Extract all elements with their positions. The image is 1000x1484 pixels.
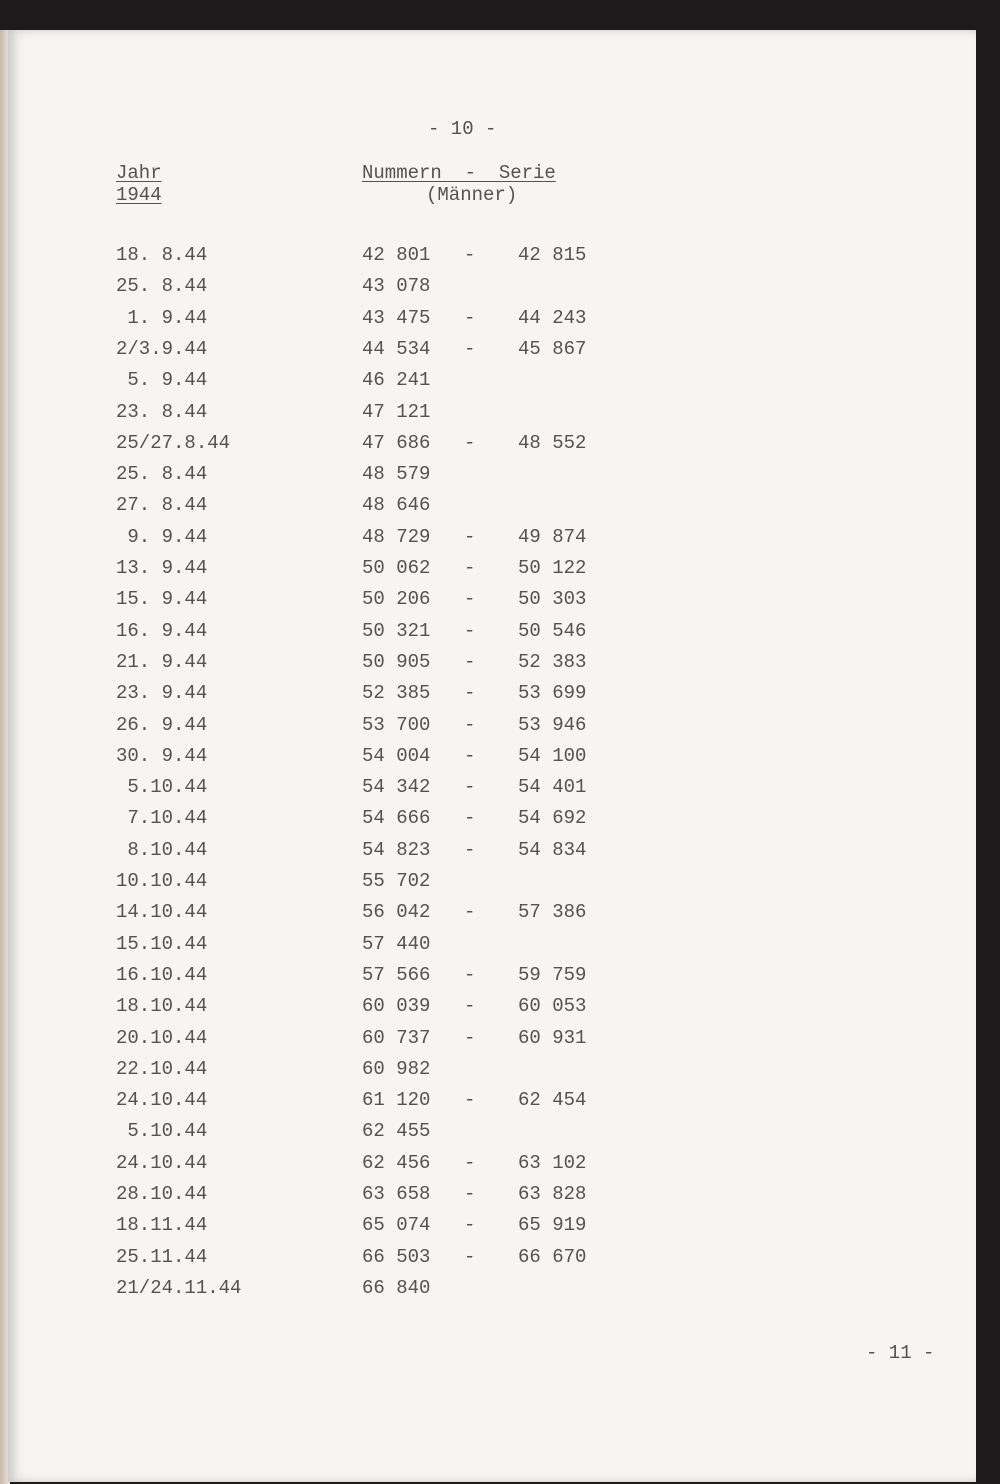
row-date: 27. 8.44 (116, 494, 208, 517)
row-dash: - (464, 1151, 476, 1174)
row-date: 30. 9.44 (116, 744, 208, 767)
table-row (8, 1183, 976, 1213)
table-row (8, 1246, 976, 1276)
row-to-number: 53 699 (518, 682, 587, 705)
row-from-number: 47 686 (362, 431, 431, 454)
row-date: 28.10.44 (116, 1183, 208, 1205)
row-from-number: 54 342 (362, 776, 431, 799)
row-to-number: 54 834 (518, 838, 587, 861)
row-to-number: 50 303 (518, 588, 587, 611)
row-from-number: 54 004 (362, 744, 431, 767)
row-date: 7.10.44 (116, 807, 208, 830)
row-dash: - (464, 431, 476, 454)
row-from-number: 48 729 (362, 525, 431, 548)
row-to-number: 57 386 (518, 901, 587, 924)
table-row (8, 682, 976, 712)
row-date: 15.10.44 (116, 932, 208, 955)
row-date: 25. 8.44 (116, 463, 208, 486)
row-from-number: 47 121 (362, 400, 431, 423)
table-row (8, 714, 976, 744)
row-dash: - (464, 650, 476, 673)
row-to-number: 45 867 (518, 337, 587, 360)
table-row (8, 807, 976, 837)
header-year-label: Jahr (116, 162, 162, 184)
row-from-number: 60 982 (362, 1057, 431, 1080)
row-from-number: 52 385 (362, 682, 431, 705)
table-row (8, 1277, 976, 1307)
row-to-number: 44 243 (518, 306, 587, 329)
table-row (8, 1214, 976, 1244)
table-row (8, 275, 976, 305)
row-to-number: 66 670 (518, 1245, 587, 1268)
row-from-number: 43 078 (362, 275, 431, 298)
row-from-number: 48 646 (362, 494, 431, 517)
row-from-number: 50 206 (362, 588, 431, 611)
row-dash: - (464, 1089, 476, 1112)
row-date: 23. 9.44 (116, 682, 208, 705)
row-date: 20.10.44 (116, 1026, 208, 1049)
row-to-number: 48 552 (518, 431, 587, 454)
row-to-number: 42 815 (518, 244, 587, 266)
row-dash: - (464, 776, 476, 799)
row-from-number: 46 241 (362, 369, 431, 392)
row-to-number: 60 053 (518, 995, 587, 1018)
table-row (8, 526, 976, 556)
table-row (8, 839, 976, 869)
table-row (8, 244, 976, 274)
table-row (8, 588, 976, 618)
row-date: 21. 9.44 (116, 650, 208, 673)
row-date: 18. 8.44 (116, 244, 208, 266)
row-from-number: 50 321 (362, 619, 431, 642)
row-from-number: 54 666 (362, 807, 431, 830)
row-dash: - (464, 682, 476, 705)
document-page (8, 30, 976, 1482)
table-row (8, 995, 976, 1025)
header-series-label: Nummern - Serie (362, 162, 556, 184)
row-to-number: 60 931 (518, 1026, 587, 1049)
row-dash: - (464, 244, 476, 266)
table-row (8, 776, 976, 806)
row-from-number: 63 658 (362, 1183, 431, 1205)
row-date: 18.11.44 (116, 1214, 208, 1237)
row-date: 1. 9.44 (116, 306, 208, 329)
row-date: 8.10.44 (116, 838, 208, 861)
row-dash: - (464, 306, 476, 329)
row-to-number: 62 454 (518, 1089, 587, 1112)
row-dash: - (464, 901, 476, 924)
table-row (8, 1058, 976, 1088)
next-page-indicator: - 11 - (866, 1342, 935, 1364)
row-date: 25/27.8.44 (116, 431, 231, 454)
row-dash: - (464, 713, 476, 736)
table-row (8, 557, 976, 587)
row-dash: - (464, 1026, 476, 1049)
table-row (8, 1152, 976, 1182)
row-from-number: 62 456 (362, 1151, 431, 1174)
row-from-number: 42 801 (362, 244, 431, 266)
row-date: 5.10.44 (116, 776, 208, 799)
row-date: 9. 9.44 (116, 525, 208, 548)
row-dash: - (464, 744, 476, 767)
table-row (8, 901, 976, 931)
row-from-number: 43 475 (362, 306, 431, 329)
row-to-number: 54 692 (518, 807, 587, 830)
row-from-number: 56 042 (362, 901, 431, 924)
page-number: - 10 - (428, 118, 497, 140)
row-date: 23. 8.44 (116, 400, 208, 423)
row-from-number: 57 440 (362, 932, 431, 955)
row-dash: - (464, 588, 476, 611)
row-date: 26. 9.44 (116, 713, 208, 736)
row-to-number: 65 919 (518, 1214, 587, 1237)
row-date: 16.10.44 (116, 963, 208, 986)
row-date: 13. 9.44 (116, 557, 208, 579)
table-row (8, 1089, 976, 1119)
row-to-number: 52 383 (518, 650, 587, 673)
row-date: 24.10.44 (116, 1151, 208, 1174)
row-to-number: 53 946 (518, 713, 587, 736)
table-row (8, 369, 976, 399)
row-date: 5.10.44 (116, 1120, 208, 1143)
row-dash: - (464, 807, 476, 830)
header-year-value: 1944 (116, 184, 162, 206)
header-series-sub: (Männer) (426, 184, 518, 206)
table-row (8, 463, 976, 493)
row-date: 25.11.44 (116, 1245, 208, 1268)
table-row (8, 745, 976, 775)
row-to-number: 63 828 (518, 1183, 587, 1205)
row-date: 21/24.11.44 (116, 1276, 242, 1299)
table-row (8, 620, 976, 650)
row-dash: - (464, 337, 476, 360)
row-from-number: 50 062 (362, 557, 431, 579)
row-from-number: 66 503 (362, 1245, 431, 1268)
row-date: 18.10.44 (116, 995, 208, 1018)
row-from-number: 65 074 (362, 1214, 431, 1237)
row-to-number: 50 546 (518, 619, 587, 642)
row-date: 5. 9.44 (116, 369, 208, 392)
table-row (8, 432, 976, 462)
row-from-number: 66 840 (362, 1276, 431, 1299)
row-dash: - (464, 838, 476, 861)
row-dash: - (464, 995, 476, 1018)
row-from-number: 60 737 (362, 1026, 431, 1049)
row-dash: - (464, 557, 476, 579)
table-row (8, 307, 976, 337)
row-date: 10.10.44 (116, 870, 208, 892)
row-dash: - (464, 1183, 476, 1205)
row-date: 25. 8.44 (116, 275, 208, 298)
row-dash: - (464, 525, 476, 548)
table-row (8, 870, 976, 900)
row-dash: - (464, 1214, 476, 1237)
row-dash: - (464, 1245, 476, 1268)
table-row (8, 494, 976, 524)
row-date: 2/3.9.44 (116, 337, 208, 360)
row-date: 22.10.44 (116, 1057, 208, 1080)
row-dash: - (464, 619, 476, 642)
row-from-number: 61 120 (362, 1089, 431, 1112)
row-dash: - (464, 963, 476, 986)
row-to-number: 54 100 (518, 744, 587, 767)
row-from-number: 54 823 (362, 838, 431, 861)
row-from-number: 50 905 (362, 650, 431, 673)
row-from-number: 44 534 (362, 337, 431, 360)
row-from-number: 62 455 (362, 1120, 431, 1143)
row-to-number: 49 874 (518, 525, 587, 548)
table-row (8, 651, 976, 681)
table-row (8, 401, 976, 431)
row-to-number: 59 759 (518, 963, 587, 986)
row-to-number: 63 102 (518, 1151, 587, 1174)
row-from-number: 48 579 (362, 463, 431, 486)
row-from-number: 53 700 (362, 713, 431, 736)
table-row (8, 1027, 976, 1057)
row-from-number: 60 039 (362, 995, 431, 1018)
row-from-number: 57 566 (362, 963, 431, 986)
row-date: 16. 9.44 (116, 619, 208, 642)
row-date: 14.10.44 (116, 901, 208, 924)
table-row (8, 1120, 976, 1150)
table-row (8, 933, 976, 963)
table-row (8, 338, 976, 368)
table-row (8, 964, 976, 994)
row-to-number: 54 401 (518, 776, 587, 799)
row-date: 15. 9.44 (116, 588, 208, 611)
row-to-number: 50 122 (518, 557, 587, 579)
row-from-number: 55 702 (362, 870, 431, 892)
row-date: 24.10.44 (116, 1089, 208, 1112)
